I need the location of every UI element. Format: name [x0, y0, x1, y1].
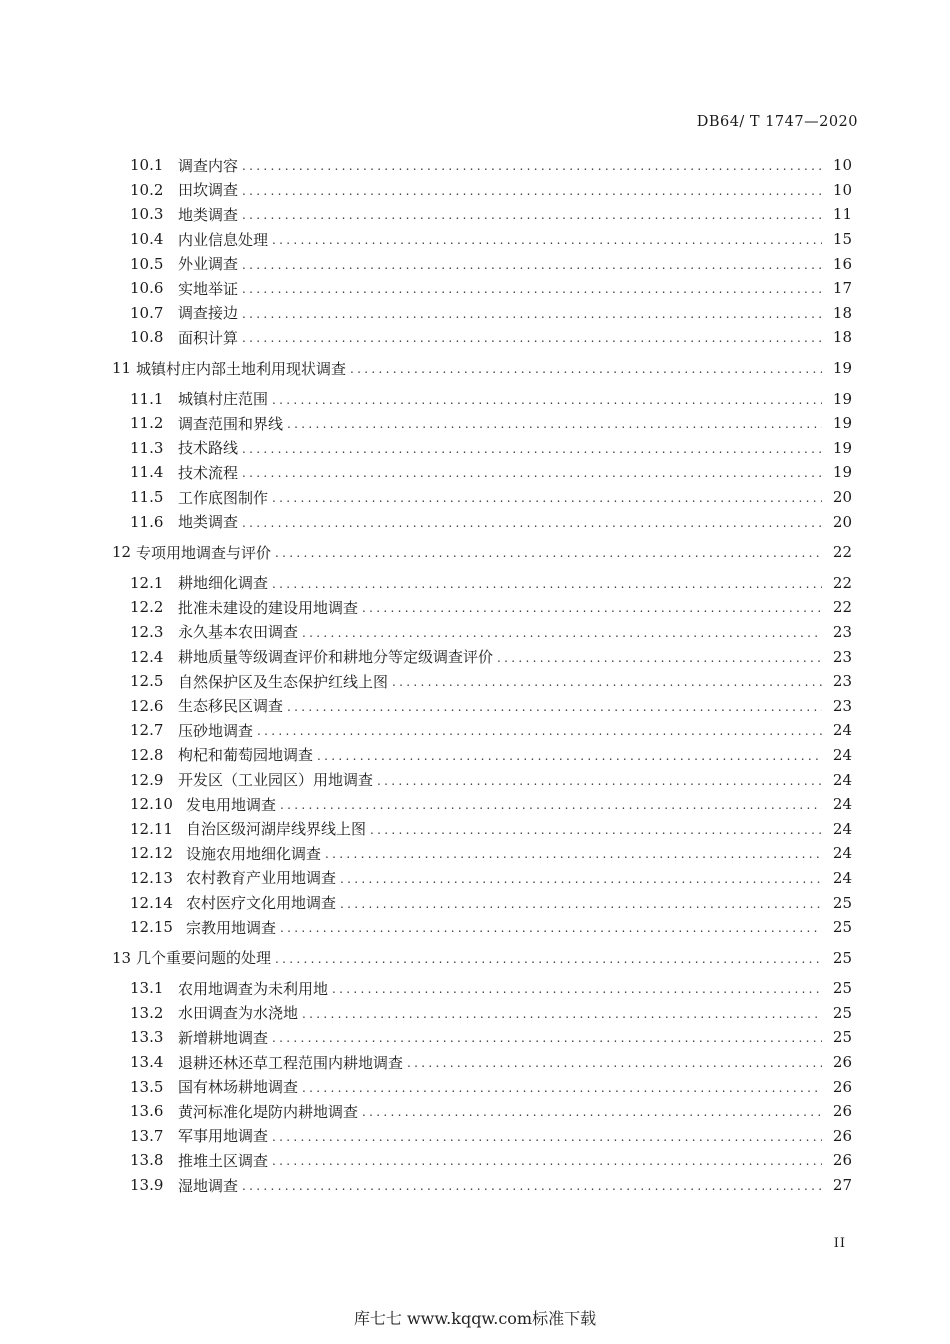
toc-dot-leader [377, 772, 822, 788]
toc-entry-number: 12.2 [130, 598, 164, 617]
toc-entry-page: 26 [832, 1077, 852, 1096]
toc-entry-title: 推堆土区调查 [178, 1151, 269, 1170]
toc-entry-page: 20 [832, 512, 852, 531]
toc-entry-page: 17 [832, 279, 852, 298]
toc-section-entry[interactable] [108, 153, 852, 178]
toc-dot-leader [497, 649, 822, 665]
toc-entry-title: 宗教用地调查 [186, 918, 277, 937]
toc-entry-page: 16 [832, 254, 852, 273]
toc-entry-title: 枸杞和葡萄园地调查 [178, 746, 314, 765]
toc-entry-page: 23 [832, 696, 852, 715]
toc-entry-page: 20 [832, 488, 852, 507]
toc-entry-number: 13.4 [130, 1053, 164, 1072]
toc-dot-leader [272, 1152, 822, 1168]
toc-dot-leader [242, 157, 822, 173]
toc-dot-leader [242, 206, 822, 222]
toc-entry-title: 军事用地调查 [178, 1127, 269, 1146]
toc-entry-title: 城镇村庄范围 [178, 390, 269, 409]
toc-entry-title: 自然保护区及生态保护红线上图 [178, 672, 389, 691]
toc-section-entry[interactable] [108, 436, 852, 461]
toc-entry-title: 退耕还林还草工程范围内耕地调查 [178, 1053, 404, 1072]
toc-dot-leader [272, 1128, 822, 1144]
toc-entry-number: 12.7 [130, 721, 164, 740]
toc-entry-page: 23 [832, 622, 852, 641]
toc-entry-title: 批准未建设的建设用地调查 [178, 598, 359, 617]
toc-entry-title: 技术路线 [178, 439, 239, 458]
toc-entry-title: 几个重要问题的处理 [136, 949, 272, 968]
toc-section-entry[interactable] [108, 251, 852, 276]
toc-section-entry[interactable] [108, 816, 852, 841]
toc-entry-title: 耕地质量等级调查评价和耕地分等定级调查评价 [178, 648, 494, 667]
toc-entry-page: 24 [832, 795, 852, 814]
toc-dot-leader [275, 950, 822, 966]
toc-entry-page: 19 [832, 414, 852, 433]
toc-section-entry[interactable] [108, 1074, 852, 1099]
toc-dot-leader [272, 391, 822, 407]
toc-dot-leader [242, 182, 822, 198]
toc-section-entry[interactable] [108, 915, 852, 940]
toc-entry-title: 国有林场耕地调查 [178, 1078, 299, 1097]
toc-entry-number: 11.5 [130, 488, 164, 507]
toc-entry-title: 发电用地调查 [186, 795, 277, 814]
toc-chapter-entry[interactable] [108, 540, 852, 565]
toc-section-entry[interactable] [108, 276, 852, 301]
toc-entry-page: 19 [832, 463, 852, 482]
toc-dot-leader [272, 575, 822, 591]
toc-entry-page: 25 [832, 918, 852, 937]
toc-entry-number: 13.6 [130, 1102, 164, 1121]
toc-section-entry[interactable] [108, 792, 852, 817]
toc-section-entry[interactable] [108, 1148, 852, 1173]
toc-dot-leader [242, 329, 822, 345]
toc-dot-leader [272, 1029, 822, 1045]
toc-entry-number: 13.8 [130, 1151, 164, 1170]
toc-entry-page: 10 [832, 180, 852, 199]
toc-entry-page: 24 [832, 745, 852, 764]
toc-entry-number: 10.7 [130, 303, 164, 322]
toc-dot-leader [340, 870, 822, 886]
toc-entry-page: 18 [832, 303, 852, 322]
toc-chapter-entry[interactable] [108, 356, 852, 381]
toc-entry-number: 11.1 [130, 389, 164, 408]
toc-section-entry[interactable] [108, 1025, 852, 1050]
toc-section-entry[interactable] [108, 1124, 852, 1149]
toc-dot-leader [280, 919, 822, 935]
toc-dot-leader [280, 796, 822, 812]
toc-entry-title: 永久基本农田调查 [178, 623, 299, 642]
toc-dot-leader [370, 821, 822, 837]
watermark-text: 库七七 www.kqqw.com标准下载 [353, 1309, 597, 1328]
toc-dot-leader [275, 544, 822, 560]
toc-section-entry[interactable] [108, 693, 852, 718]
toc-entry-number: 12 [112, 543, 132, 562]
toc-entry-title: 压砂地调查 [178, 721, 254, 740]
toc-entry-page: 25 [832, 1003, 852, 1022]
toc-dot-leader [242, 256, 822, 272]
toc-entry-title: 外业调查 [178, 255, 239, 274]
standard-code: DB64/ T 1747—2020 [696, 114, 858, 130]
toc-entry-page: 19 [832, 359, 852, 378]
toc-dot-leader [287, 415, 822, 431]
toc-entry-page: 10 [832, 156, 852, 175]
toc-section-entry[interactable] [108, 620, 852, 645]
toc-entry-title: 农用地调查为未利用地 [178, 979, 329, 998]
toc-entry-page: 11 [832, 205, 852, 224]
toc-entry-title: 开发区（工业园区）用地调查 [178, 771, 374, 790]
toc-section-entry[interactable] [108, 866, 852, 891]
toc-entry-page: 24 [832, 844, 852, 863]
toc-section-entry[interactable] [108, 325, 852, 350]
toc-entry-page: 25 [832, 979, 852, 998]
toc-section-entry[interactable] [108, 1001, 852, 1026]
toc-entry-page: 25 [832, 893, 852, 912]
toc-section-entry[interactable] [108, 509, 852, 534]
toc-entry-page: 26 [832, 1102, 852, 1121]
toc-entry-title: 工作底图制作 [178, 488, 269, 507]
toc-dot-leader [332, 980, 822, 996]
toc-dot-leader [362, 1103, 822, 1119]
toc-entry-title: 黄河标准化堤防内耕地调查 [178, 1102, 359, 1121]
toc-entry-title: 生态移民区调查 [178, 697, 284, 716]
toc-section-entry[interactable] [108, 202, 852, 227]
toc-entry-page: 26 [832, 1151, 852, 1170]
toc-entry-title: 调查接边 [178, 304, 239, 323]
toc-section-entry[interactable] [108, 1173, 852, 1198]
toc-section-entry[interactable] [108, 890, 852, 915]
toc-entry-title: 农村医疗文化用地调查 [186, 894, 337, 913]
toc-dot-leader [272, 489, 822, 505]
toc-entry-title: 面积计算 [178, 328, 239, 347]
toc-dot-leader [350, 360, 822, 376]
toc-entry-number: 10.4 [130, 230, 164, 249]
toc-dot-leader [272, 231, 822, 247]
toc-dot-leader [302, 624, 822, 640]
toc-entry-number: 13.2 [130, 1003, 164, 1022]
toc-entry-title: 自治区级河湖岸线界线上图 [186, 820, 367, 839]
toc-entry-number: 10.5 [130, 254, 164, 273]
toc-entry-title: 内业信息处理 [178, 230, 269, 249]
toc-section-entry[interactable] [108, 571, 852, 596]
toc-entry-number: 12.13 [130, 868, 173, 887]
toc-section-entry[interactable] [108, 841, 852, 866]
toc-entry-page: 22 [832, 543, 852, 562]
toc-entry-number: 12.15 [130, 918, 173, 937]
toc-section-entry[interactable] [108, 227, 852, 252]
toc-entry-number: 11.2 [130, 414, 164, 433]
toc-section-entry[interactable] [108, 178, 852, 203]
toc-dot-leader [242, 440, 822, 456]
toc-dot-leader [287, 698, 822, 714]
toc-entry-number: 13.9 [130, 1176, 164, 1195]
toc-entry-page: 26 [832, 1053, 852, 1072]
toc-entry-title: 实地举证 [178, 279, 239, 298]
toc-dot-leader [242, 514, 822, 530]
toc-entry-title: 田坎调查 [178, 181, 239, 200]
toc-entry-number: 12.11 [130, 819, 173, 838]
toc-entry-number: 11.4 [130, 463, 164, 482]
toc-dot-leader [302, 1079, 822, 1095]
toc-entry-title: 耕地细化调查 [178, 574, 269, 593]
toc-entry-page: 27 [832, 1176, 852, 1195]
toc-entry-number: 12.8 [130, 745, 164, 764]
toc-entry-number: 13.3 [130, 1028, 164, 1047]
toc-section-entry[interactable] [108, 460, 852, 485]
toc-dot-leader [407, 1054, 822, 1070]
toc-entry-title: 设施农用地细化调查 [186, 844, 322, 863]
toc-section-entry[interactable] [108, 1050, 852, 1075]
toc-entry-number: 12.5 [130, 672, 164, 691]
toc-dot-leader [242, 464, 822, 480]
toc-section-entry[interactable] [108, 386, 852, 411]
toc-entry-number: 10.3 [130, 205, 164, 224]
toc-entry-page: 25 [832, 948, 852, 967]
toc-dot-leader [392, 673, 822, 689]
toc-dot-leader [302, 1005, 822, 1021]
toc-entry-title: 城镇村庄内部土地利用现状调查 [136, 359, 347, 378]
toc-entry-page: 26 [832, 1126, 852, 1145]
toc-section-entry[interactable] [108, 595, 852, 620]
toc-section-entry[interactable] [108, 485, 852, 510]
toc-dot-leader [325, 845, 822, 861]
toc-entry-number: 12.1 [130, 573, 164, 592]
toc-entry-number: 11 [112, 359, 132, 378]
toc-entry-title: 新增耕地调查 [178, 1028, 269, 1047]
toc-entry-page: 18 [832, 328, 852, 347]
toc-entry-title: 专项用地调查与评价 [136, 543, 272, 562]
toc-entry-title: 农村教育产业用地调查 [186, 869, 337, 888]
toc-entry-number: 12.14 [130, 893, 173, 912]
toc-dot-leader [242, 280, 822, 296]
toc-chapter-entry[interactable] [108, 945, 852, 970]
toc-entry-page: 22 [832, 573, 852, 592]
toc-entry-page: 24 [832, 721, 852, 740]
toc-entry-title: 水田调查为水浇地 [178, 1004, 299, 1023]
toc-section-entry[interactable] [108, 767, 852, 792]
toc-section-entry[interactable] [108, 976, 852, 1001]
toc-section-entry[interactable] [108, 644, 852, 669]
toc-entry-number: 10.8 [130, 328, 164, 347]
toc-section-entry[interactable] [108, 718, 852, 743]
toc-entry-number: 10.6 [130, 279, 164, 298]
toc-section-entry[interactable] [108, 743, 852, 768]
toc-entry-title: 湿地调查 [178, 1176, 239, 1195]
toc-entry-page: 15 [832, 230, 852, 249]
page-number: II [833, 1236, 846, 1251]
toc-entry-number: 13 [112, 948, 132, 967]
toc-entry-number: 13.1 [130, 979, 164, 998]
toc-dot-leader [242, 1177, 822, 1193]
toc-entry-page: 23 [832, 647, 852, 666]
toc-section-entry[interactable] [108, 669, 852, 694]
toc-dot-leader [362, 599, 822, 615]
toc-entry-number: 12.9 [130, 770, 164, 789]
toc-entry-number: 10.1 [130, 156, 164, 175]
toc-dot-leader [242, 305, 822, 321]
toc-entry-number: 12.4 [130, 647, 164, 666]
toc-entry-number: 13.5 [130, 1077, 164, 1096]
toc-dot-leader [340, 895, 822, 911]
toc-dot-leader [257, 722, 822, 738]
toc-section-entry[interactable] [108, 301, 852, 326]
toc-entry-title: 地类调查 [178, 513, 239, 532]
toc-entry-page: 24 [832, 868, 852, 887]
toc-entry-title: 技术流程 [178, 463, 239, 482]
toc-entry-page: 24 [832, 819, 852, 838]
toc-section-entry[interactable] [108, 411, 852, 436]
toc-entry-title: 地类调查 [178, 205, 239, 224]
toc-entry-number: 13.7 [130, 1126, 164, 1145]
toc-entry-title: 调查范围和界线 [178, 414, 284, 433]
toc-entry-title: 调查内容 [178, 156, 239, 175]
toc-entry-number: 11.6 [130, 512, 164, 531]
toc-entry-page: 23 [832, 672, 852, 691]
toc-entry-number: 10.2 [130, 180, 164, 199]
toc-entry-page: 19 [832, 389, 852, 408]
toc-entry-number: 12.3 [130, 622, 164, 641]
table-of-contents [108, 153, 852, 1197]
toc-section-entry[interactable] [108, 1099, 852, 1124]
toc-dot-leader [317, 747, 822, 763]
toc-entry-number: 12.6 [130, 696, 164, 715]
toc-entry-number: 11.3 [130, 438, 164, 457]
toc-entry-page: 22 [832, 598, 852, 617]
toc-entry-number: 12.12 [130, 844, 173, 863]
toc-entry-number: 12.10 [130, 795, 173, 814]
toc-entry-page: 24 [832, 770, 852, 789]
toc-entry-page: 25 [832, 1028, 852, 1047]
toc-entry-page: 19 [832, 438, 852, 457]
